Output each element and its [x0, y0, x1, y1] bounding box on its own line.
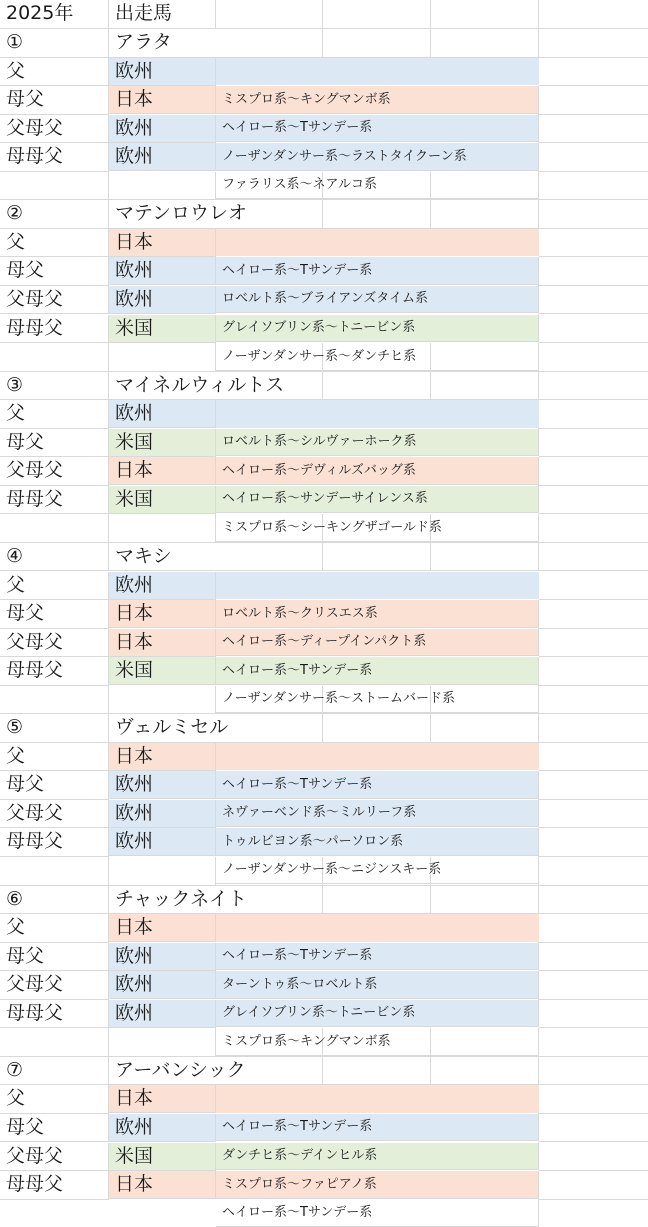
region-label[interactable]: 欧州 [109, 257, 216, 285]
empty-cell[interactable] [431, 0, 539, 29]
relation-label[interactable]: 父 [0, 1085, 109, 1114]
empty-cell[interactable] [0, 857, 109, 886]
region-label[interactable]: 日本 [109, 457, 216, 485]
relation-label[interactable]: 父 [0, 58, 109, 87]
region-label[interactable]: 米国 [109, 657, 216, 685]
relation-label[interactable]: 父 [0, 229, 109, 258]
region-label[interactable]: 欧州 [109, 943, 216, 971]
empty-cell[interactable] [539, 172, 648, 201]
empty-cell[interactable] [109, 857, 216, 886]
lineage-text[interactable]: ロベルト系〜ブライアンズタイム系 [216, 285, 539, 313]
lineage-text[interactable]: ヘイロー系〜デヴィルズバッグ系 [216, 457, 539, 485]
empty-cell[interactable] [431, 714, 539, 743]
lineage-text[interactable]: ノーザンダンサー系〜ストームバード系 [216, 685, 539, 713]
region-label[interactable]: 日本 [109, 743, 216, 771]
lineage-text[interactable]: ロベルト系〜シルヴァーホーク系 [216, 428, 539, 456]
empty-cell[interactable] [539, 1143, 648, 1172]
region-label[interactable]: 日本 [109, 229, 216, 257]
empty-cell[interactable] [539, 400, 648, 429]
empty-cell[interactable] [539, 115, 648, 144]
region-label[interactable]: 欧州 [109, 143, 216, 171]
empty-cell[interactable] [539, 886, 648, 915]
relation-label[interactable]: 父 [0, 572, 109, 601]
empty-cell[interactable] [431, 200, 539, 229]
region-label[interactable]: 欧州 [109, 286, 216, 314]
region-label[interactable]: 米国 [109, 1143, 216, 1171]
lineage-text[interactable]: ヘイロー系〜Tサンデー系 [216, 114, 539, 142]
region-label[interactable]: 日本 [109, 914, 216, 942]
lineage-text[interactable]: ミスプロ系〜ファピアノ系 [216, 1171, 539, 1199]
relation-label[interactable]: 母母父 [0, 657, 109, 686]
region-label[interactable]: 欧州 [109, 572, 216, 600]
empty-cell[interactable] [109, 514, 216, 543]
empty-cell[interactable] [539, 0, 648, 29]
empty-cell[interactable] [0, 343, 109, 372]
horse-title-row [0, 714, 648, 743]
empty-cell[interactable] [109, 343, 216, 372]
region-label[interactable]: 欧州 [109, 771, 216, 799]
relation-label[interactable]: 母父 [0, 86, 109, 115]
region-label[interactable]: 日本 [109, 600, 216, 628]
relation-label[interactable]: 父母父 [0, 457, 109, 486]
region-label[interactable]: 欧州 [109, 1114, 216, 1142]
relation-label[interactable]: 父 [0, 743, 109, 772]
empty-cell[interactable] [539, 343, 648, 372]
horse-title-row [0, 1057, 648, 1086]
empty-cell[interactable] [539, 686, 648, 715]
horse-name[interactable]: マイネルウィルトス [109, 372, 432, 401]
region-label[interactable]: 欧州 [109, 800, 216, 828]
empty-cell[interactable] [431, 543, 539, 572]
header-title-cell[interactable]: 出走馬 [109, 0, 216, 29]
relation-label[interactable]: 父母父 [0, 1143, 109, 1172]
empty-cell[interactable] [539, 86, 648, 115]
lineage-text[interactable]: ヘイロー系〜Tサンデー系 [216, 657, 539, 685]
empty-cell[interactable] [539, 429, 648, 458]
region-label[interactable]: 欧州 [109, 115, 216, 143]
empty-cell[interactable] [0, 514, 109, 543]
empty-cell[interactable] [539, 58, 648, 87]
region-label[interactable]: 米国 [109, 315, 216, 343]
horse-number[interactable]: ⑦ [0, 1057, 109, 1086]
lineage-text[interactable]: ノーザンダンサー系〜ダンチヒ系 [216, 343, 539, 371]
horse-name[interactable]: アラタ [109, 29, 432, 58]
horse-title-row [0, 886, 648, 915]
empty-cell[interactable] [539, 514, 648, 543]
empty-cell[interactable] [109, 686, 216, 715]
lineage-text[interactable]: ミスプロ系〜シーキングザゴールド系 [216, 514, 539, 542]
empty-cell[interactable] [539, 200, 648, 229]
lineage-text[interactable]: ノーザンダンサー系〜ラストタイクーン系 [216, 143, 539, 171]
relation-label[interactable]: 母母父 [0, 1171, 109, 1200]
relation-label[interactable]: 母父 [0, 257, 109, 286]
region-label[interactable]: 欧州 [109, 971, 216, 999]
relation-label[interactable]: 母母父 [0, 143, 109, 172]
empty-cell[interactable] [539, 1114, 648, 1143]
region-label[interactable]: 欧州 [109, 400, 216, 428]
region-label[interactable]: 日本 [109, 1171, 216, 1199]
empty-cell[interactable] [539, 1171, 648, 1200]
empty-cell[interactable] [539, 914, 648, 943]
relation-label[interactable]: 母父 [0, 771, 109, 800]
lineage-text[interactable]: ヘイロー系〜Tサンデー系 [216, 257, 539, 285]
region-label[interactable]: 欧州 [109, 1000, 216, 1028]
relation-label[interactable]: 母母父 [0, 1000, 109, 1029]
horse-title-row [0, 29, 648, 58]
lineage-text[interactable]: ヘイロー系〜ディープインパクト系 [216, 628, 539, 656]
region-label[interactable]: 米国 [109, 486, 216, 514]
relation-label[interactable]: 母母父 [0, 315, 109, 344]
empty-cell[interactable] [539, 714, 648, 743]
relation-label[interactable]: 母父 [0, 943, 109, 972]
empty-cell[interactable] [539, 572, 648, 601]
lineage-text[interactable]: ミスプロ系〜キングマンボ系 [216, 1028, 539, 1056]
lineage-text[interactable]: グレイソブリン系〜トニービン系 [216, 999, 539, 1027]
empty-cell[interactable] [539, 229, 648, 258]
empty-cell[interactable] [109, 172, 216, 201]
horse-number[interactable]: ⑤ [0, 714, 109, 743]
empty-cell[interactable] [539, 29, 648, 58]
horse-number[interactable]: ① [0, 29, 109, 58]
horse-number[interactable]: ⑥ [0, 886, 109, 915]
horse-number[interactable]: ③ [0, 372, 109, 401]
lineage-text[interactable]: ヘイロー系〜Tサンデー系 [216, 771, 539, 799]
empty-cell[interactable] [0, 172, 109, 201]
relation-label[interactable]: 母父 [0, 1114, 109, 1143]
empty-cell[interactable] [539, 771, 648, 800]
relation-label[interactable]: 母母父 [0, 486, 109, 515]
horse-name[interactable]: マキシ [109, 543, 432, 572]
empty-cell[interactable] [539, 286, 648, 315]
horse-name[interactable]: アーバンシック [109, 1057, 432, 1086]
lineage-text[interactable]: ネヴァーベンド系〜ミルリーフ系 [216, 799, 539, 827]
empty-cell[interactable] [539, 315, 648, 344]
lineage-text[interactable]: トゥルビヨン系〜パーソロン系 [216, 828, 539, 856]
relation-label[interactable]: 父母父 [0, 629, 109, 658]
relation-label[interactable]: 父 [0, 400, 109, 429]
empty-cell[interactable] [539, 943, 648, 972]
relation-label[interactable]: 母母父 [0, 828, 109, 857]
lineage-text[interactable]: ヘイロー系〜Tサンデー系 [216, 1113, 539, 1141]
empty-cell[interactable] [0, 1028, 109, 1057]
relation-label[interactable]: 母父 [0, 429, 109, 458]
empty-cell[interactable] [539, 143, 648, 172]
lineage-text[interactable]: ロベルト系〜クリスエス系 [216, 600, 539, 628]
horse-number[interactable]: ④ [0, 543, 109, 572]
relation-label[interactable]: 母父 [0, 600, 109, 629]
relation-label[interactable]: 父 [0, 914, 109, 943]
horse-title-row [0, 372, 648, 401]
region-label[interactable]: 日本 [109, 1085, 216, 1113]
empty-cell[interactable] [539, 857, 648, 886]
empty-cell[interactable] [539, 1085, 648, 1114]
region-label[interactable]: 米国 [109, 429, 216, 457]
header-year-cell[interactable]: 2025年 [0, 0, 109, 29]
empty-cell[interactable] [539, 1000, 648, 1029]
empty-cell[interactable] [431, 886, 539, 915]
region-label[interactable]: 欧州 [109, 58, 216, 86]
horse-name[interactable]: マテンロウレオ [109, 200, 432, 229]
horse-title-row [0, 543, 648, 572]
lineage-text[interactable]: ヘイロー系〜サンデーサイレンス系 [216, 485, 539, 513]
empty-cell[interactable] [539, 800, 648, 829]
empty-cell[interactable] [539, 743, 648, 772]
empty-cell[interactable] [539, 372, 648, 401]
empty-cell[interactable] [539, 257, 648, 286]
lineage-text[interactable]: ファラリス系〜ネアルコ系 [216, 171, 539, 199]
horse-name[interactable]: ヴェルミセル [109, 714, 432, 743]
empty-cell[interactable] [323, 0, 431, 29]
empty-cell[interactable] [431, 1057, 539, 1086]
empty-cell[interactable] [0, 686, 109, 715]
relation-label[interactable]: 父母父 [0, 286, 109, 315]
lineage-text[interactable]: ミスプロ系〜キングマンボ系 [216, 86, 539, 114]
empty-cell[interactable] [109, 1028, 216, 1057]
lineage-text[interactable]: ヘイロー系〜Tサンデー系 [216, 1199, 539, 1227]
lineage-text[interactable]: ヘイロー系〜Tサンデー系 [216, 942, 539, 970]
lineage-text[interactable]: ノーザンダンサー系〜ニジンスキー系 [216, 856, 539, 884]
empty-cell[interactable] [539, 629, 648, 658]
empty-cell[interactable] [216, 0, 323, 29]
horse-number[interactable]: ② [0, 200, 109, 229]
relation-label[interactable]: 父母父 [0, 800, 109, 829]
relation-label[interactable]: 父母父 [0, 971, 109, 1000]
empty-cell[interactable] [539, 657, 648, 686]
lineage-text[interactable]: ダンチヒ系〜デインヒル系 [216, 1142, 539, 1170]
horse-name[interactable]: チャックネイト [109, 886, 432, 915]
empty-cell[interactable] [539, 971, 648, 1000]
empty-cell[interactable] [539, 828, 648, 857]
empty-cell[interactable] [539, 1028, 648, 1057]
empty-cell[interactable] [539, 486, 648, 515]
empty-cell[interactable] [431, 372, 539, 401]
region-label[interactable]: 日本 [109, 86, 216, 114]
relation-label[interactable]: 父母父 [0, 115, 109, 144]
horse-title-row [0, 200, 648, 229]
region-label[interactable]: 日本 [109, 629, 216, 657]
empty-cell[interactable] [539, 1057, 648, 1086]
lineage-text[interactable]: グレイソブリン系〜トニービン系 [216, 314, 539, 342]
empty-cell[interactable] [431, 29, 539, 58]
empty-cell[interactable] [539, 600, 648, 629]
lineage-text[interactable]: ターントゥ系〜ロベルト系 [216, 971, 539, 999]
region-label[interactable]: 欧州 [109, 828, 216, 856]
header-row [0, 0, 648, 29]
empty-cell[interactable] [539, 543, 648, 572]
empty-cell[interactable] [539, 457, 648, 486]
